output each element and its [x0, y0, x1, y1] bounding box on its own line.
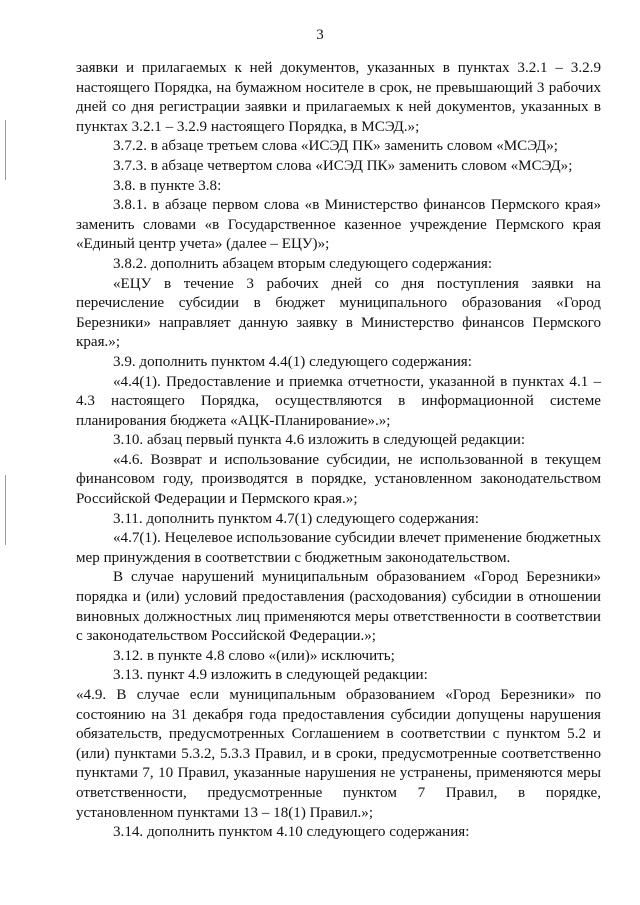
paragraph: 3.9. дополнить пунктом 4.4(1) следующего содержания:: [113, 353, 472, 370]
paragraph: «4.4(1). Предоставление и приемка отчетности, указанной в пунктах 4.1 – 4.3 настоящего Порядка, осуществляются в информационной системе планирования бюджета «АЦК-Планирование».»;: [76, 373, 601, 429]
paragraph: 3.11. дополнить пунктом 4.7(1) следующего содержания:: [113, 510, 479, 527]
paragraph: «ЕЦУ в течение 3 рабочих дней со дня поступления заявки на перечисление субсидии в бюджет муниципального образования «Город Березники» направляет данную заявку в Министерство финансов Пермского края.»;: [76, 275, 601, 351]
paragraph: «4.7(1). Нецелевое использование субсидии влечет применение бюджетных мер принуждения в соответствии с бюджетным законодательством.: [76, 530, 601, 566]
paragraph: 3.8. в пункте 3.8:: [113, 177, 222, 194]
page-number: 3: [316, 27, 324, 43]
paragraph: 3.14. дополнить пунктом 4.10 следующего содержания:: [113, 824, 470, 841]
paragraph: 3.7.2. в абзаце третьем слова «ИСЭД ПК» заменить словом «МСЭД»;: [113, 138, 558, 155]
margin-scan-mark: [5, 120, 6, 180]
paragraph: «4.9. В случае если муниципальным образованием «Город Березники» по состоянию на 31 декабря года предоставления субсидии допущены нарушения обязательств, предусмотренных Соглашением в соответствии с пунктом 5.2 и (или) пунктами 5.3.2, 5.3.3 Правил, и в сроки, предусмотренные соответственно пунктами 7, 10 Правил, указанные нарушения не устранены, применяются меры ответственности, предусмотренные пунктом 7 Правил, в порядке, установленном пунктами 13 – 18(1) Правил.»;: [76, 687, 601, 821]
paragraph: В случае нарушений муниципальным образованием «Город Березники» порядка и (или) условий предоставления (расходования) субсидии в отношении виновных должностных лиц применяются меры ответственности в соответствии с законодательством Российской Федерации.»;: [76, 569, 601, 645]
paragraph: 3.8.2. дополнить абзацем вторым следующего содержания:: [113, 255, 493, 272]
paragraph: «4.6. Возврат и использование субсидии, не использованной в текущем финансовом году, производятся в порядке, установленном законодательством Российской Федерации и Пермского края.»;: [76, 451, 601, 508]
paragraph: 3.13. пункт 4.9 изложить в следующей редакции:: [113, 667, 428, 684]
paragraph: 3.7.3. в абзаце четвертом слова «ИСЭД ПК» заменить словом «МСЭД»;: [113, 157, 573, 174]
paragraph: 3.8.1. в абзаце первом слова «в Министерство финансов Пермского края» заменить словами «в Государственное казенное учреждение Пермского края «Единый центр учета» (далее – ЕЦУ)»;: [76, 197, 601, 253]
margin-scan-mark: [5, 475, 6, 545]
paragraph: 3.10. абзац первый пункта 4.6 изложить в следующей редакции:: [113, 432, 526, 449]
document-body: [76, 59, 601, 843]
paragraph: заявки и прилагаемых к ней документов, указанных в пунктах 3.2.1 – 3.2.9 настоящего Порядка, на бумажном носителе в срок, не превышающий 3 рабочих дней со дня регистрации заявки и прилагаемых к ней документов, указанных в пунктах 3.2.1 – 3.2.9 настоящего Порядка, в МСЭД.»;: [76, 60, 601, 135]
paragraph: 3.12. в пункте 4.8 слово «(или)» исключить;: [113, 647, 395, 664]
